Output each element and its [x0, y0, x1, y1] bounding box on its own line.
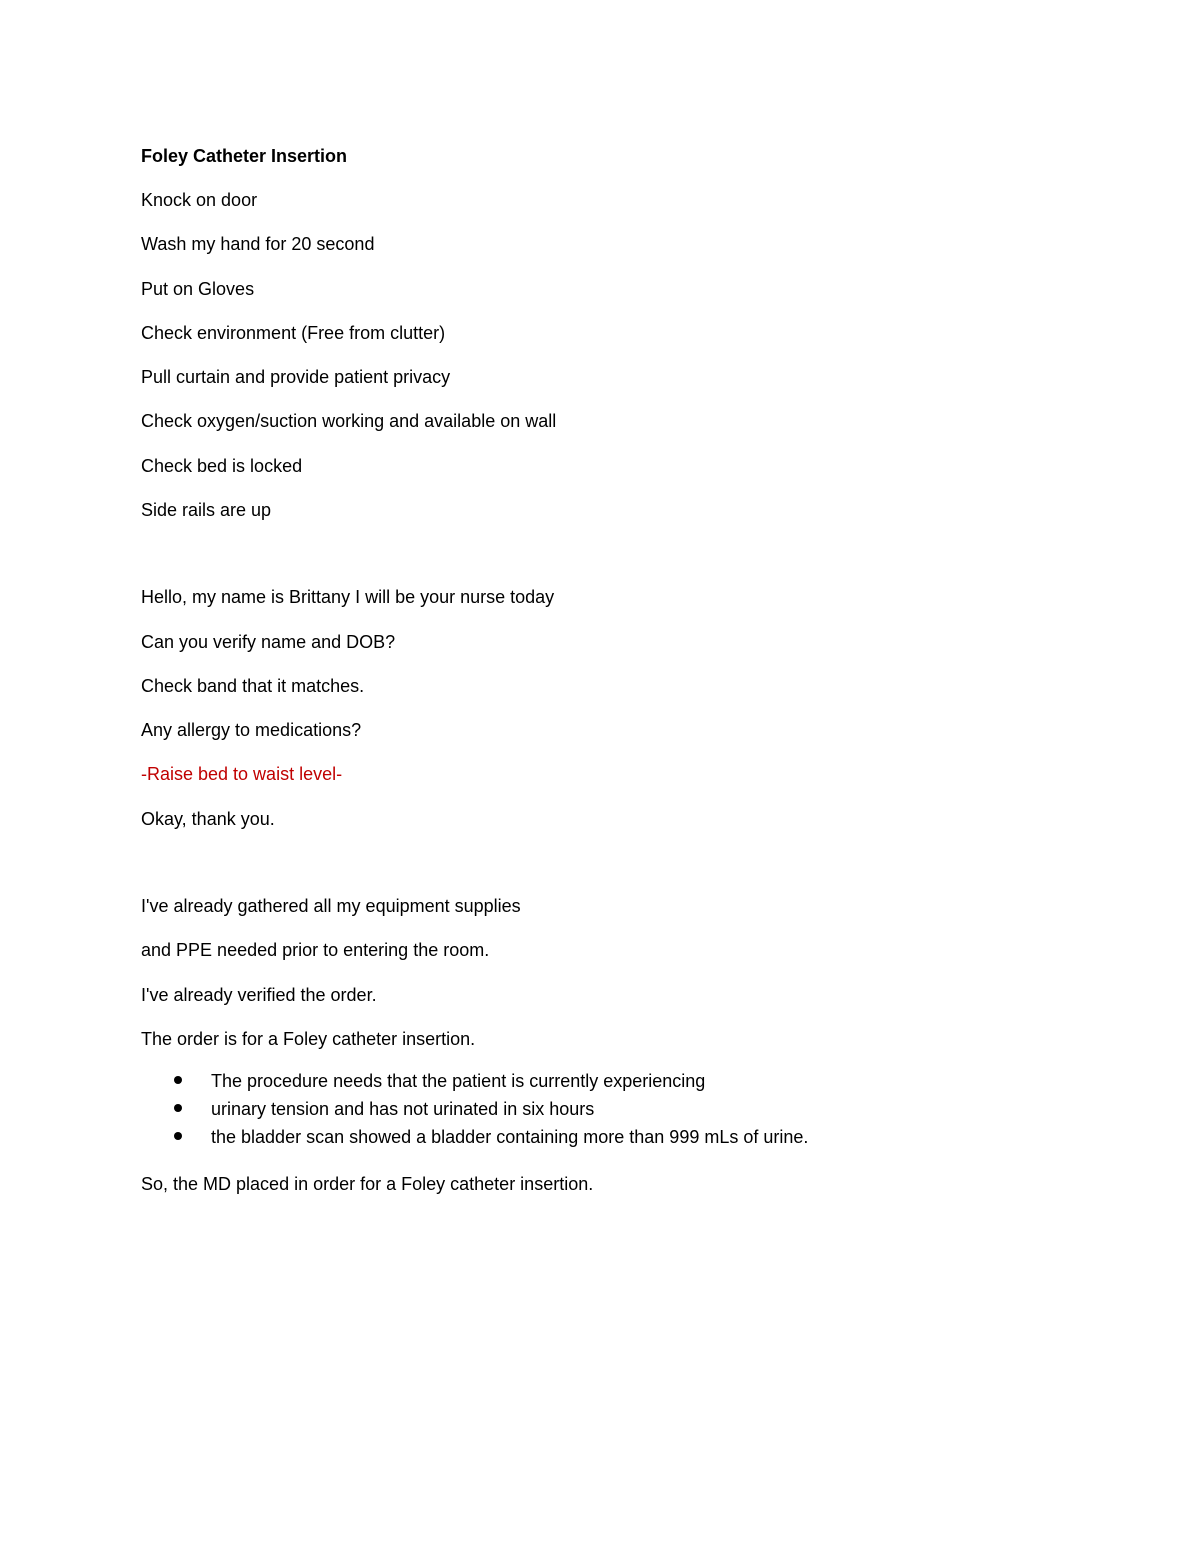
preparation-line: The order is for a Foley catheter insertion. [141, 1029, 476, 1049]
list-item [141, 1070, 808, 1098]
closing-line: So, the MD placed in order for a Foley catheter insertion. [141, 1174, 594, 1194]
list-item [141, 1126, 808, 1154]
dialogue-line: Hello, my name is Brittany I will be your nurse today [141, 587, 555, 607]
dialogue-line: Okay, thank you. [141, 809, 275, 829]
highlighted-instruction: -Raise bed to waist level- [141, 764, 343, 784]
checklist-item: Pull curtain and provide patient privacy [141, 367, 451, 387]
bullet-list [141, 1070, 808, 1154]
checklist-item: Side rails are up [141, 500, 272, 520]
checklist-item: Check bed is locked [141, 456, 303, 476]
preparation-line: I've already verified the order. [141, 985, 377, 1005]
checklist-item: Knock on door [141, 190, 258, 210]
preparation-line: and PPE needed prior to entering the room. [141, 940, 490, 960]
list-item-text: the bladder scan showed a bladder containing more than 999 mLs of urine. [211, 1127, 809, 1147]
list-item [141, 1098, 808, 1126]
bullet-icon [174, 1132, 182, 1140]
list-item-text: urinary tension and has not urinated in six hours [211, 1099, 595, 1119]
checklist-item: Wash my hand for 20 second [141, 234, 375, 254]
dialogue-line: Check band that it matches. [141, 676, 365, 696]
preparation-line: I've already gathered all my equipment supplies [141, 896, 521, 916]
dialogue-line: Can you verify name and DOB? [141, 632, 396, 652]
list-item-text: The procedure needs that the patient is currently experiencing [211, 1071, 706, 1091]
checklist-item: Check oxygen/suction working and available on wall [141, 411, 557, 431]
checklist-item: Put on Gloves [141, 279, 255, 299]
bullet-icon [174, 1076, 182, 1084]
dialogue-line: Any allergy to medications? [141, 720, 362, 740]
checklist-item: Check environment (Free from clutter) [141, 323, 446, 343]
document-title: Foley Catheter Insertion [141, 146, 348, 166]
bullet-icon [174, 1104, 182, 1112]
